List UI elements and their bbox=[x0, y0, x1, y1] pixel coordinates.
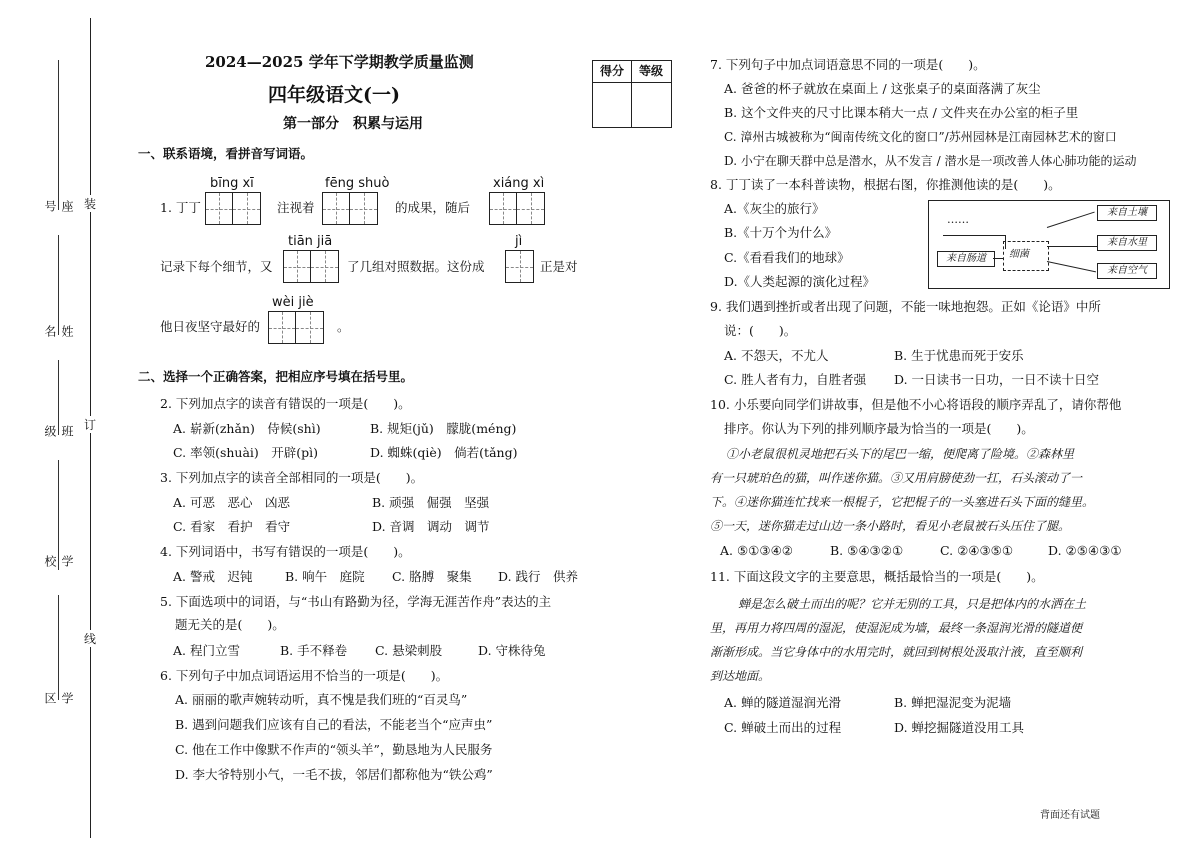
section1-heading: 一、联系语境，看拼音写词语。 bbox=[138, 146, 314, 161]
blank-line[interactable] bbox=[58, 595, 59, 700]
source-box-water bbox=[1097, 235, 1157, 251]
field-label: 班级 bbox=[43, 425, 74, 437]
connector-line bbox=[1047, 212, 1095, 228]
question-stem: 9. 我们遇到挫折或者出现了问题，不能一味地抱怨。正如《论语》中所 bbox=[710, 299, 1101, 314]
question-stem: 11. 下面这段文字的主要意思，概括最恰当的一项是( )。 bbox=[710, 569, 1044, 584]
sentence-text: 他日夜坚守最好的 bbox=[160, 319, 261, 334]
passage-line: ①小老鼠很机灵地把石头下的尾巴一缩，便爬离了险境。②森林里 bbox=[726, 447, 1075, 461]
pinyin: fēng shuò bbox=[325, 176, 390, 191]
source-box-air bbox=[1097, 263, 1157, 279]
footer-note: 背面还有试题 bbox=[1040, 810, 1100, 821]
passage-line: 里，再用力将四周的湿泥，使湿泥成为墙，最终一条湿润光滑的隧道便 bbox=[710, 621, 1083, 635]
score-table bbox=[592, 60, 672, 128]
option: D. ②⑤④③① bbox=[1048, 543, 1122, 558]
option: D. 践行 供养 bbox=[498, 569, 579, 584]
option: B. 规矩(jǔ) 朦胧(méng) bbox=[370, 421, 517, 436]
pinyin: tiān jiā bbox=[288, 234, 333, 249]
sentence-text: 1. 丁丁 bbox=[160, 200, 201, 215]
option: C. 胳膊 聚集 bbox=[392, 569, 472, 584]
option: A.《灰尘的旅行》 bbox=[724, 201, 825, 216]
question-stem: 5. 下面选项中的词语，与“书山有路勤为径，学海无涯苦作舟”表达的主 bbox=[160, 594, 552, 609]
option: D. 音调 调动 调节 bbox=[372, 519, 490, 534]
source-box-soil bbox=[1097, 205, 1157, 221]
option: C. 他在工作中像默不作声的“领头羊”，勤恳地为人民服务 bbox=[175, 742, 493, 757]
answer-grid-weijie[interactable] bbox=[268, 311, 324, 344]
connector-line bbox=[943, 235, 1005, 236]
subject-title: 四年级语文(一) bbox=[268, 84, 400, 106]
option: B. ⑤④③②① bbox=[830, 543, 904, 558]
answer-grid-xiangxi[interactable] bbox=[489, 192, 545, 225]
option: A. 不怨天，不尤人 bbox=[724, 348, 829, 363]
score-header: 得分 bbox=[599, 64, 624, 78]
option: A. 可恶 恶心 凶恶 bbox=[173, 495, 290, 510]
option: D. 小宁在聊天群中总是潜水，从不发言 / 潜水是一项改善人体心肺功能的运动 bbox=[724, 154, 1137, 168]
sentence-text: 正是对 bbox=[540, 259, 578, 274]
blank-line[interactable] bbox=[58, 235, 59, 335]
center-label: 细菌 bbox=[1009, 249, 1029, 260]
source-label: 来自水里 bbox=[1107, 237, 1147, 248]
connector-line bbox=[1047, 261, 1096, 272]
option: C. 蝉破土而出的过程 bbox=[724, 720, 842, 735]
question-stem: 10. 小乐要向同学们讲故事，但是他不小心将语段的顺序弄乱了，请你帮他 bbox=[710, 397, 1122, 412]
blank-line[interactable] bbox=[58, 60, 59, 210]
binding-mark: 订 bbox=[84, 418, 97, 432]
passage-line: 有一只琥珀色的猫，叫作迷你猫。③又用肩膀使劲一扛，石头滚动了一 bbox=[710, 471, 1083, 485]
option: A. 警戒 迟钝 bbox=[173, 569, 253, 584]
question-stem: 8. 丁丁读了一本科普读物，根据右图，你推测他读的是( )。 bbox=[710, 177, 1061, 192]
question-stem: 6. 下列句子中加点词语运用不恰当的一项是( )。 bbox=[160, 668, 449, 683]
connector-line bbox=[993, 258, 1003, 259]
sentence-text: 了几组对照数据。这份成 bbox=[347, 259, 485, 274]
option: D. 蜘蛛(qiè) 倘若(tǎng) bbox=[370, 445, 518, 460]
sentence-text: 。 bbox=[337, 319, 350, 334]
option: B.《十万个为什么》 bbox=[724, 225, 838, 240]
part-title: 第一部分 积累与运用 bbox=[283, 116, 423, 132]
table-divider bbox=[593, 82, 671, 83]
question-stem-cont: 题无关的是( )。 bbox=[175, 617, 285, 632]
table-divider bbox=[631, 61, 632, 127]
source-label: 来自空气 bbox=[1107, 265, 1147, 276]
answer-grid-tianjia[interactable] bbox=[283, 250, 339, 283]
answer-grid-bingxi[interactable] bbox=[205, 192, 261, 225]
passage-line: ⑤一天，迷你猫走过山边一条小路时，看见小老鼠被石头压住了腿。 bbox=[710, 519, 1071, 533]
pinyin: jì bbox=[515, 234, 523, 249]
option: C.《看看我们的地球》 bbox=[724, 250, 850, 265]
section2-heading: 二、选择一个正确答案，把相应序号填在括号里。 bbox=[138, 369, 414, 384]
passage-line: 蝉是怎么破土而出的呢？它并无别的工具，只是把体内的水洒在土 bbox=[738, 597, 1087, 611]
sentence-text: 注视着 bbox=[277, 200, 315, 215]
binding-mark: 装 bbox=[84, 197, 97, 211]
option: A. 程门立雪 bbox=[173, 643, 240, 658]
option: A. 蝉的隧道湿润光滑 bbox=[724, 695, 841, 710]
source-label: 来自肠道 bbox=[946, 253, 986, 264]
question-stem: 2. 下列加点字的读音有错误的一项是( )。 bbox=[160, 396, 411, 411]
option: D. 李大爷特别小气，一毛不拔，邻居们都称他为“铁公鸡” bbox=[175, 767, 493, 782]
question-stem-cont: 排序。你认为下列的排列顺序最为恰当的一项是( )。 bbox=[724, 421, 1034, 436]
option: C. 悬梁刺股 bbox=[375, 643, 443, 658]
option: B. 遇到问题我们应该有自己的看法，不能老当个“应声虫” bbox=[175, 717, 493, 732]
option: B. 响午 庭院 bbox=[285, 569, 365, 584]
field-label: 学区 bbox=[43, 692, 74, 704]
blank-line[interactable] bbox=[58, 360, 59, 435]
passage-line: 下。④迷你猫连忙找来一根棍子，它把棍子的一头塞进石头下面的缝里。 bbox=[710, 495, 1095, 509]
exam-title: 2024—2025 学年下学期教学质量监测 bbox=[205, 53, 474, 71]
passage-line: 到达地面。 bbox=[710, 669, 771, 683]
question-stem: 3. 下列加点字的读音全部相同的一项是( )。 bbox=[160, 470, 424, 485]
option: B. 手不释卷 bbox=[280, 643, 348, 658]
option: D. 蝉挖掘隧道没用工具 bbox=[894, 720, 1025, 735]
grade-header: 等级 bbox=[638, 64, 663, 78]
pinyin: bīng xī bbox=[210, 176, 254, 191]
sentence-text: 的成果，随后 bbox=[395, 200, 471, 215]
question-stem-cont: 说：( )。 bbox=[724, 323, 797, 338]
connector-line bbox=[1047, 246, 1097, 247]
field-label: 座号 bbox=[43, 200, 74, 212]
ellipsis: …… bbox=[947, 213, 969, 226]
pinyin: xiáng xì bbox=[493, 176, 545, 191]
option: C. 漳州古城被称为“闽南传统文化的窗口”/苏州园林是江南园林艺术的窗口 bbox=[724, 130, 1117, 144]
question-stem: 7. 下列句子中加点词语意思不同的一项是( )。 bbox=[710, 57, 986, 72]
blank-line[interactable] bbox=[58, 460, 59, 570]
bacteria-diagram bbox=[928, 200, 1170, 289]
option: C. 胜人者有力，自胜者强 bbox=[724, 372, 867, 387]
option: A. ⑤①③④② bbox=[720, 543, 794, 558]
option: A. 崭新(zhǎn) 侍候(shì) bbox=[173, 421, 321, 436]
source-box-gut bbox=[937, 251, 995, 267]
option: D. 守株待兔 bbox=[478, 643, 546, 658]
option: A. 丽丽的歌声婉转动听，真不愧是我们班的“百灵鸟” bbox=[175, 692, 468, 707]
option: B. 这个文件夹的尺寸比课本稍大一点 / 文件夹在办公室的柜子里 bbox=[724, 105, 1079, 120]
option: B. 生于忧患而死于安乐 bbox=[894, 348, 1024, 363]
field-label: 姓名 bbox=[43, 325, 74, 337]
binding-mark: 线 bbox=[84, 632, 97, 646]
option: B. 蝉把湿泥变为泥墙 bbox=[894, 695, 1012, 710]
option: C. 率领(shuài) 开辟(pì) bbox=[173, 445, 319, 460]
option: D.《人类起源的演化过程》 bbox=[724, 274, 876, 289]
passage-line: 渐渐形成。当它身体中的水用完时，就回到树根处汲取汁液，直至顺利 bbox=[710, 645, 1083, 659]
option: B. 顽强 倔强 坚强 bbox=[372, 495, 490, 510]
answer-grid-fengshuo[interactable] bbox=[322, 192, 378, 225]
field-label: 学校 bbox=[43, 555, 74, 567]
option: A. 爸爸的杯子就放在桌面上 / 这张桌子的桌面落满了灰尘 bbox=[724, 81, 1041, 96]
question-stem: 4. 下列词语中，书写有错误的一项是( )。 bbox=[160, 544, 411, 559]
option: C. 看家 看护 看守 bbox=[173, 519, 291, 534]
option: C. ②④③⑤① bbox=[940, 543, 1014, 558]
source-label: 来自土壤 bbox=[1107, 207, 1147, 218]
sentence-text: 记录下每个细节，又 bbox=[160, 259, 273, 274]
pinyin: wèi jiè bbox=[272, 295, 314, 310]
option: D. 一日读书一日功，一日不读十日空 bbox=[894, 372, 1100, 387]
answer-grid-ji[interactable] bbox=[505, 250, 534, 283]
